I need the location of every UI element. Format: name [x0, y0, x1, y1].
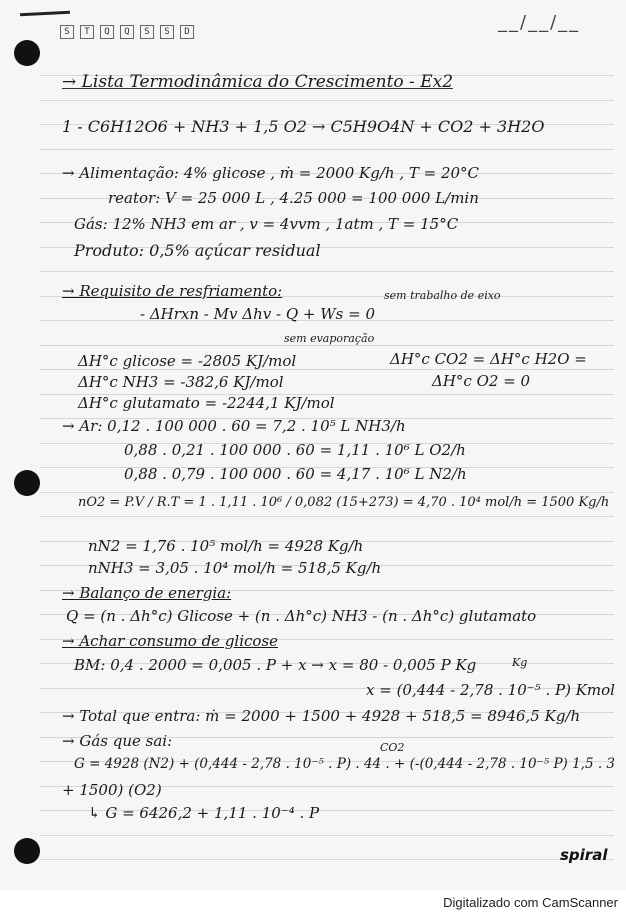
- note-line: ΔH°c NH3 = -382,6 KJ/mol: [78, 373, 284, 391]
- weekday-box: S: [160, 25, 174, 39]
- note-line: Produto: 0,5% açúcar residual: [74, 241, 321, 260]
- weekday-box: S: [60, 25, 74, 39]
- annotation: sem evaporação: [284, 332, 375, 345]
- weekday-box: Q: [120, 25, 134, 39]
- note-line: nO2 = P.V / R.T = 1 . 1,11 . 10⁶ / 0,082 (15+273) = 4,70 . 10⁴ mol/h = 1500 Kg/h: [78, 495, 610, 510]
- note-line: reator: V = 25 000 L , 4.25 000 = 100 000 L/min: [108, 189, 479, 207]
- note-line: → Requisito de resfriamento:: [62, 282, 283, 300]
- note-line: ΔH°c O2 = 0: [432, 372, 531, 390]
- note-line: → Balanço de energia:: [62, 584, 232, 602]
- note-line: → Alimentação: 4% glicose , ṁ = 2000 Kg/h , T = 20°C: [62, 164, 480, 182]
- note-line: Gás: 12% NH3 em ar , v = 4vvm , 1atm , T = 15°C: [74, 215, 459, 233]
- weekday-boxes: [60, 25, 194, 39]
- annotation: CO2: [380, 741, 405, 754]
- note-line: - ΔHrxn - Mv Δhv - Q + Ws = 0: [140, 305, 375, 323]
- annotation: Kg: [512, 656, 528, 669]
- note-line: → Ar: 0,12 . 100 000 . 60 = 7,2 . 10⁵ L NH3/h: [62, 417, 406, 435]
- note-line: + 1500) (O2): [62, 781, 162, 799]
- note-line: → Total que entra: ṁ = 2000 + 1500 + 4928 + 518,5 = 8946,5 Kg/h: [62, 707, 581, 725]
- note-line: ΔH°c CO2 = ΔH°c H2O =: [390, 350, 587, 368]
- note-line: ↳ G = 6426,2 + 1,11 . 10⁻⁴ . P: [88, 804, 320, 822]
- note-line: ΔH°c glicose = -2805 KJ/mol: [78, 352, 297, 370]
- note-line: Q = (n . Δh°c) Glicose + (n . Δh°c) NH3 - (n . Δh°c) glutamato: [66, 607, 537, 625]
- date-field: __/__/__: [498, 12, 581, 33]
- note-line: 0,88 . 0,79 . 100 000 . 60 = 4,17 . 10⁶ L N2/h: [124, 465, 467, 483]
- weekday-box: Q: [100, 25, 114, 39]
- binder-hole: [14, 40, 40, 66]
- top-pen-stroke: [20, 11, 70, 17]
- note-line: ΔH°c glutamato = -2244,1 KJ/mol: [78, 394, 335, 412]
- spiral-logo: spiral: [560, 846, 608, 864]
- note-line: 1 - C6H12O6 + NH3 + 1,5 O2 → C5H9O4N + CO2 + 3H2O: [62, 117, 545, 136]
- binder-hole: [14, 470, 40, 496]
- note-line: → Lista Termodinâmica do Crescimento - Ex2: [62, 72, 454, 92]
- note-line: 0,88 . 0,21 . 100 000 . 60 = 1,11 . 10⁶ L O2/h: [124, 441, 466, 459]
- note-line: x = (0,444 - 2,78 . 10⁻⁵ . P) Kmol: [366, 681, 615, 699]
- note-line: → Achar consumo de glicose: [62, 632, 279, 650]
- annotation: sem trabalho de eixo: [384, 289, 501, 302]
- weekday-box: S: [140, 25, 154, 39]
- weekday-box: T: [80, 25, 94, 39]
- note-line: nN2 = 1,76 . 10⁵ mol/h = 4928 Kg/h: [88, 537, 364, 555]
- weekday-box: D: [180, 25, 194, 39]
- scanner-watermark: Digitalizado com CamScanner: [443, 895, 618, 910]
- binder-hole: [14, 838, 40, 864]
- note-line: BM: 0,4 . 2000 = 0,005 . P + x → x = 80 - 0,005 P Kg: [74, 656, 477, 674]
- note-line: G = 4928 (N2) + (0,444 - 2,78 . 10⁻⁵ . P) . 44 . + (-(0,444 - 2,78 . 10⁻⁵ P) 1,5 . 3: [74, 756, 616, 772]
- note-line: → Gás que sai:: [62, 732, 173, 750]
- note-line: nNH3 = 3,05 . 10⁴ mol/h = 518,5 Kg/h: [88, 559, 382, 577]
